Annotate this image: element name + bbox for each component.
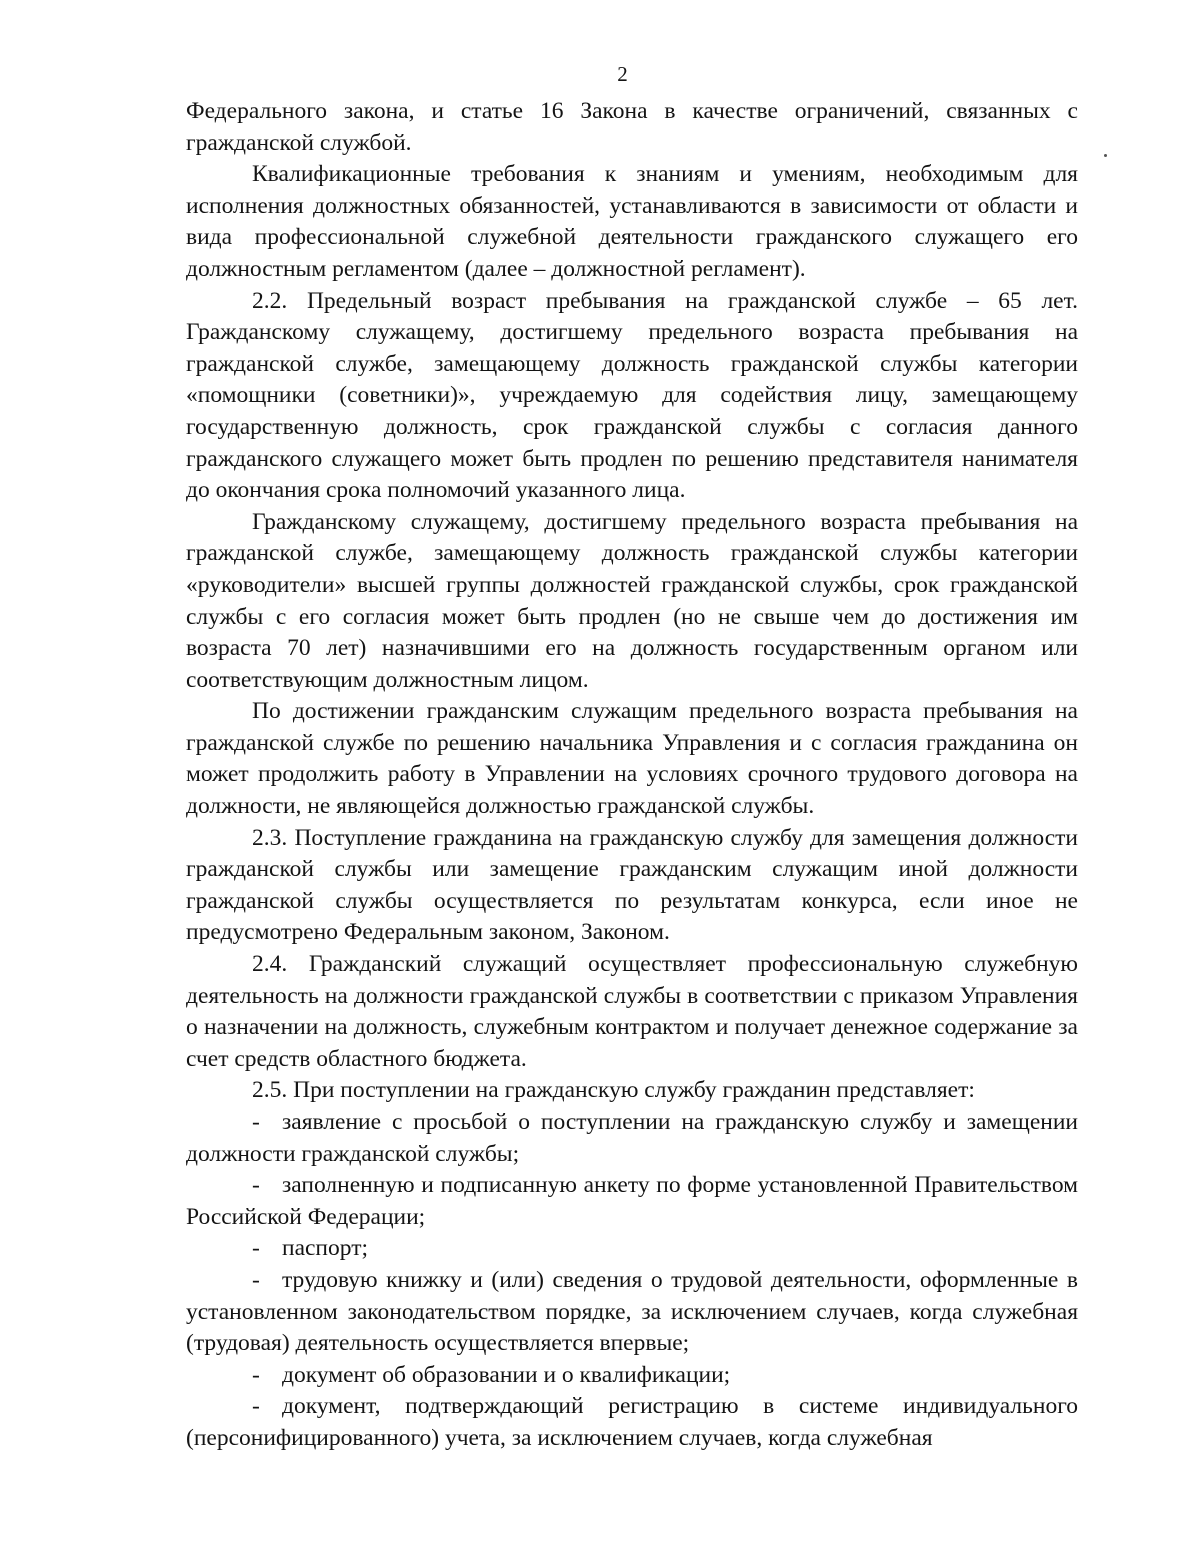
list-dash: - bbox=[252, 1393, 260, 1420]
list-item bbox=[186, 1233, 1078, 1265]
document-body bbox=[186, 96, 1078, 1455]
list-dash: - bbox=[252, 1266, 260, 1293]
paragraph: Квалификационные требования к знаниям и умениям, необходимым для исполнения должностных обязанностей, устанавливаются в зависимости от области и вида профессиональной служебной деятельности гражданского служащего его должностным регламентом (далее – должностной регламент). bbox=[186, 161, 1078, 282]
list-item bbox=[186, 1107, 1078, 1170]
list-dash: - bbox=[252, 1109, 260, 1135]
list-item bbox=[186, 1265, 1078, 1360]
paragraph: 2.3. Поступление гражданина на гражданскую службу для замещения должности гражданской службы или замещение гражданским служащим иной должности гражданской службы осуществляется по результатам конкурса, если иное не предусмотрено Федеральным законом, Законом. bbox=[186, 824, 1078, 946]
paragraph: Гражданскому служащему, достигшему предельного возраста пребывания на гражданской службе, замещающему должность гражданской службы категории «руководители» высшей группы должностей гражданской службы, срок гражданской службы с его согласия может быть продлен (но не свыше чем до достижения им возраста 70 лет) назначившими его на должность государственным органом или соответствующим должностным лицом. bbox=[186, 508, 1078, 693]
paragraph-continuation: Федерального закона, и статье 16 Закона в качестве ограничений, связанных с гражданской службой. bbox=[186, 98, 1078, 156]
list-item bbox=[186, 1391, 1078, 1454]
list-item-text: паспорт; bbox=[282, 1235, 369, 1262]
list-dash: - bbox=[252, 1235, 260, 1262]
paragraph: По достижении гражданским служащим предельного возраста пребывания на гражданской службе по решению начальника Управления и с согласия гражданина он может продолжить работу в Управлении на условиях срочного трудового договора на должности, не являющейся должностью гражданской службы. bbox=[186, 698, 1078, 820]
list-dash: - bbox=[252, 1172, 260, 1199]
list-item bbox=[186, 1360, 1078, 1392]
list-item bbox=[186, 1170, 1078, 1233]
scan-speck bbox=[1104, 154, 1107, 157]
paragraph: 2.4. Гражданский служащий осуществляет профессиональную служебную деятельность на должности гражданской службы в соответствии с приказом Управления о назначении на должность, служебным контрактом и получает денежное содержание за счет средств областного бюджета. bbox=[186, 951, 1078, 1072]
paragraph: 2.2. Предельный возраст пребывания на гражданской службе – 65 лет. Гражданскому служащему, достигшему предельного возраста пребывания на гражданской службе, замещающему должность гражданской службы категории «помощники (советники)», учреждаемую для содействия лицу, замещающему государственную должность, срок гражданской службы с согласия данного гражданского служащего может быть продлен по решению представителя нанимателя до окончания срока полномочий указанного лица. bbox=[186, 287, 1078, 504]
list-item-text: документ, подтверждающий регистрацию в системе индивидуального (персонифицированного) учета, за исключением случаев, когда служебная bbox=[186, 1393, 1078, 1451]
list-item-text: документ об образовании и о квалификации; bbox=[282, 1361, 731, 1388]
list-item-text: заявление с просьбой о поступлении на гражданскую службу и замещении должности гражданской службы; bbox=[186, 1109, 1078, 1167]
page-number: 2 bbox=[617, 62, 628, 86]
list-dash: - bbox=[252, 1361, 260, 1388]
list-item-text: заполненную и подписанную анкету по форме установленной Правительством Российской Федерации; bbox=[186, 1172, 1078, 1230]
list-item-text: трудовую книжку и (или) сведения о трудовой деятельности, оформленные в установленном законодательством порядке, за исключением случаев, когда служебная (трудовая) деятельность осуществляется впервые; bbox=[186, 1266, 1078, 1357]
paragraph: 2.5. При поступлении на гражданскую службу гражданин представляет: bbox=[252, 1077, 975, 1104]
